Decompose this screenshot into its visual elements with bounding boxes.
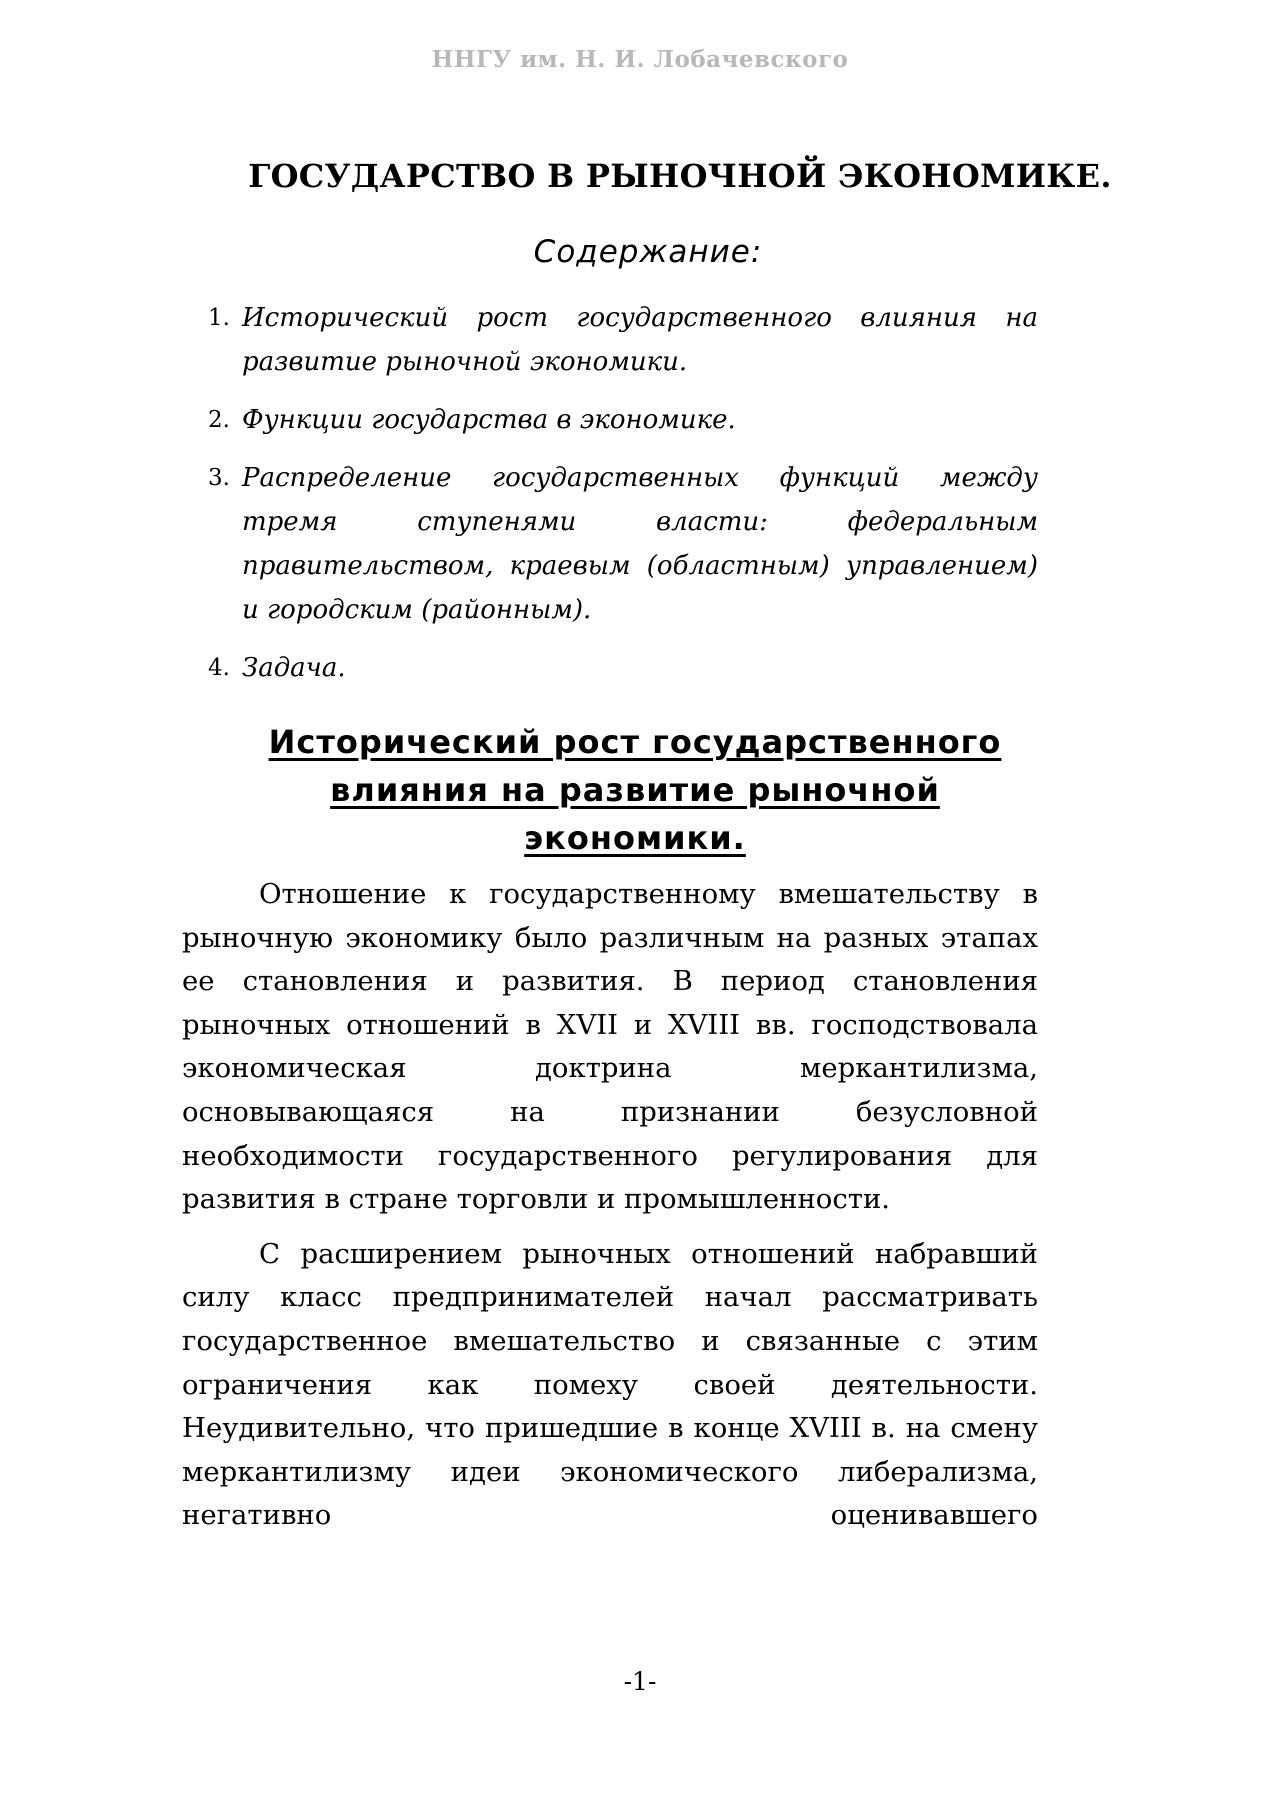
toc-item-number: 3. [208, 465, 230, 491]
table-of-contents [208, 296, 1038, 704]
toc-item [208, 646, 1038, 690]
toc-item-number: 2. [208, 407, 230, 433]
page-number: -1- [623, 1667, 657, 1696]
toc-item [208, 296, 1038, 384]
running-header: ННГУ им. Н. И. Лобачевского [431, 46, 849, 73]
toc-item-text: Функции государства в экономике. [242, 405, 736, 435]
toc-item-text: Исторический рост государственного влияния на развитие рыночной экономики. [242, 303, 1038, 377]
section-body [182, 873, 1038, 1549]
body-paragraph: Отношение к государственному вмешательству в рыночную экономику было различным на разных этапах ее становления и развития. В период становления рыночных отношений в XVII и XVIII вв. господствовала экономическая доктрина меркантилизма, основывающаяся на признании безусловной необходимости государственного регулирования для развития в стране торговли и промышленности. [182, 878, 1038, 1216]
toc-item-number: 4. [208, 655, 230, 681]
body-paragraph: С расширением рыночных отношений набравший силу класс предпринимателей начал рассматривать государственное вмешательство и связанные с этим ограничения как помеху своей деятельности. Неудивительно, что пришедшие в конце XVIII в. на смену меркантилизму идеи экономического либерализма, негативно оценивавшего [182, 1237, 1038, 1532]
toc-item [208, 398, 1038, 442]
toc-heading: Содержание: [533, 234, 763, 270]
toc-item [208, 456, 1038, 632]
toc-item-text: Распределение государственных функций между тремя ступенями власти: федеральным правительством, краевым (областным) управлением) и городским (районным). [242, 463, 1038, 625]
toc-item-number: 1. [208, 305, 230, 331]
section-heading: Исторический рост государственного влияния на развитие рыночной экономики. [268, 723, 1002, 857]
document-title: ГОСУДАРСТВО В РЫНОЧНОЙ ЭКОНОМИКЕ. [248, 157, 1112, 195]
toc-item-text: Задача. [242, 653, 346, 683]
